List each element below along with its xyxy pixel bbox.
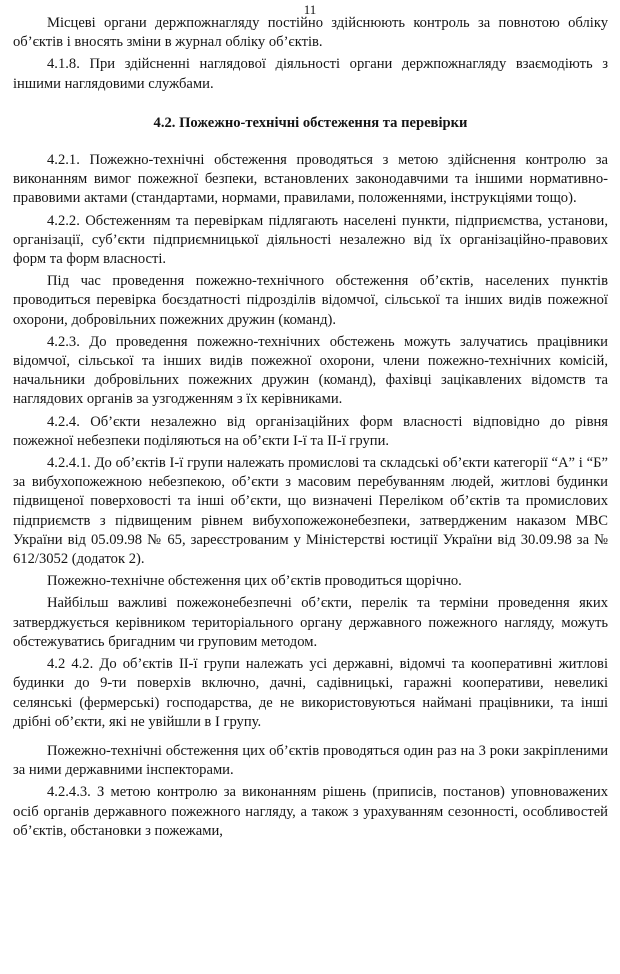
paragraph-4-2-1: 4.2.1. Пожежно-технічні обстеження проводяться з метою здійснення контролю за виконанням вимог пожежної безпеки, встановлених законодавчими та іншими нормативно-правовими актами (стандартами, нормами, правилами, положеннями, інструкціями тощо). bbox=[13, 152, 608, 207]
paragraph-important-objects: Найбільш важливі пожежонебезпечні об’єкти, перелік та терміни проведення яких затверджується керівником територіального органу державного пожежного нагляду, можуть обстежуватись бригадним чи груповим методом. bbox=[13, 595, 608, 650]
paragraph-inspection-readiness: Під час проведення пожежно-технічного обстеження об’єктів, населених пунктів проводиться перевірка боєздатності підрозділів відомчої, сільської та інших видів пожежної охорони, добровільних пожежних дружин (команд). bbox=[13, 273, 608, 328]
paragraph-4-2-4: 4.2.4. Об’єкти незалежно від організаційних форм власності відповідно до рівня пожежної небезпеки поділяються на об’єкти І-ї та ІІ-ї групи. bbox=[13, 413, 608, 449]
paragraph-4-2-3: 4.2.3. До проведення пожежно-технічних обстежень можуть залучатись працівники відомчої, сільської та інших видів пожежної охорони, члени пожежно-технічних комісій, начальники добровільних пожежних дружин (команд), фахівці зацікавлених відомств та наглядових органів за узгодженням з їх керівниками. bbox=[13, 333, 608, 408]
paragraph-4-1-8: 4.1.8. При здійсненні наглядової діяльності органи держпожнагляду взаємодіють з іншими наглядовими службами. bbox=[13, 56, 608, 92]
paragraph-4-2-4-2: 4.2 4.2. До об’єктів ІІ-ї групи належать усі державні, відомчі та кооперативні житлові будинки до 9-ти поверхів включно, дачні, садівницькі, гаражні кооперативи, невеликі селянські (фермерські) господарства, де не використовуються наймані працівники, та інші дрібні об’єкти, які не увійшли в І групу. bbox=[13, 656, 608, 730]
paragraph-annual-inspection: Пожежно-технічне обстеження цих об’єктів проводиться щорічно. bbox=[47, 573, 462, 590]
paragraph-4-2-4-3: 4.2.4.3. З метою контролю за виконанням рішень (приписів, постанов) уповноважених осіб органів державного пожежного нагляду, а також з урахуванням сезонності, особливостей об’єктів, обстановки з пожежами, bbox=[13, 784, 608, 839]
paragraph-4-2-2: 4.2.2. Обстеженням та перевіркам підлягають населені пункти, підприємства, установи, організації, суб’єкти підприємницької діяльності незалежно від їх організаційно-правових форм та форм власності. bbox=[13, 212, 608, 268]
document-body bbox=[13, 14, 608, 844]
paragraph-control-completeness: Місцеві органи держпожнагляду постійно здійснюють контроль за повнотою обліку об’єктів і вносять зміни в журнал обліку об’єктів. bbox=[13, 15, 608, 51]
paragraph-4-2-4-1: 4.2.4.1. До об’єктів І-ї групи належать промислові та складські об’єкти категорії “А” і “Б” за вибухопожежною небезпекою, об’єкти з масовим перебуванням людей, житлові будинки підвищеної поверховості та інші об’єкти, що визначені Переліком об’єктів та промислових підприємств з підвищеним рівнем вибухопожежонебезпеки, затвердженим наказом МВС України від 05.09.98 № 65, зареєстрованим у Міністерстві юстиції України від 30.09.98 за № 612/3052 (додаток 2). bbox=[13, 455, 608, 568]
paragraph-three-year-inspection: Пожежно-технічні обстеження цих об’єктів проводяться один раз на 3 роки закріпленими за ними державними інспекторами. bbox=[13, 742, 608, 779]
section-title: 4.2. Пожежно-технічні обстеження та перевірки bbox=[153, 114, 468, 131]
page-number: 11 bbox=[303, 2, 317, 17]
